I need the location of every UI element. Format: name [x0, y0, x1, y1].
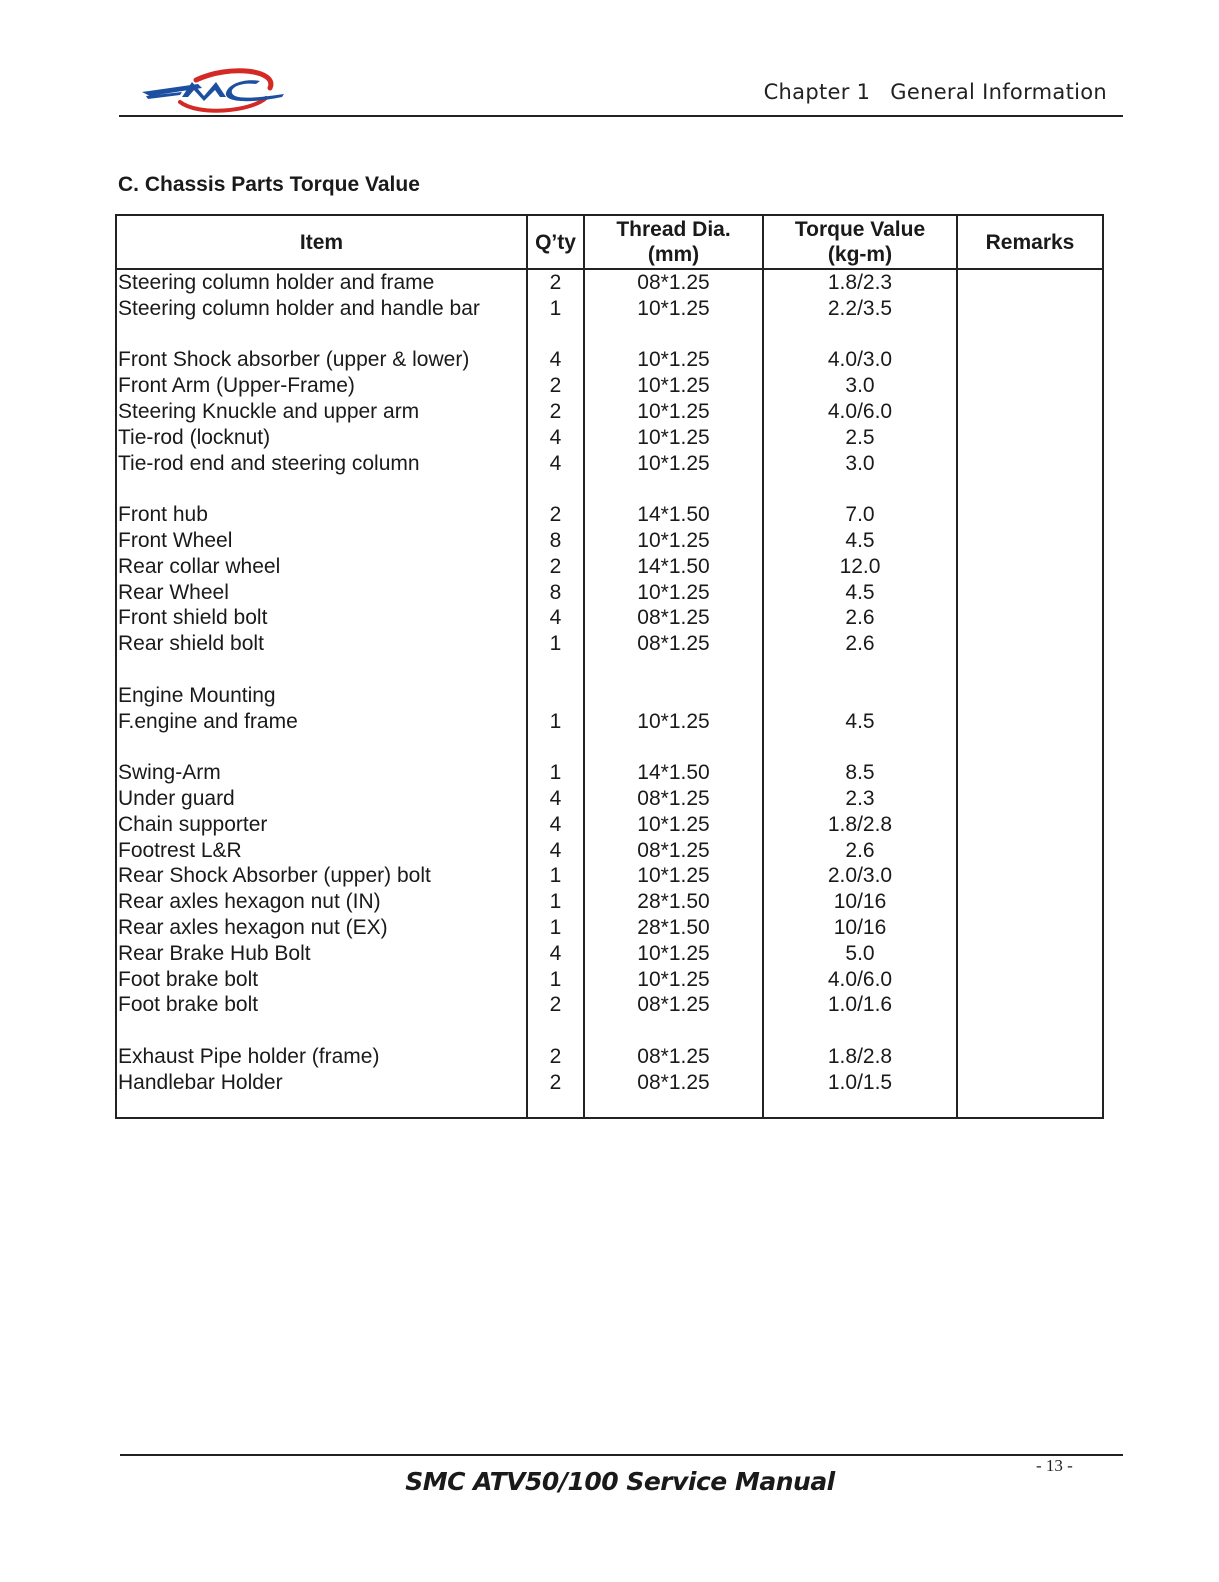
row-qty: 2 — [549, 1070, 562, 1094]
row-qty: 4 — [549, 451, 562, 475]
row-torque: 3.0 — [845, 451, 875, 475]
row-item: Steering column holder and frame — [118, 271, 435, 294]
row-qty: 1 — [549, 632, 562, 656]
row-torque: 1.8/2.8 — [827, 1044, 893, 1068]
row-item: Under guard — [118, 786, 235, 810]
row-thread: 10*1.25 — [637, 451, 710, 475]
row-qty: 2 — [549, 1044, 562, 1068]
row-qty: 4 — [549, 786, 562, 810]
row-thread: 08*1.25 — [637, 1044, 710, 1068]
row-thread: 10*1.25 — [637, 399, 710, 423]
row-item: Front hub — [118, 503, 208, 527]
row-torque: 4.5 — [845, 528, 875, 552]
row-torque: 12.0 — [839, 554, 881, 578]
row-torque: 1.8/2.3 — [827, 271, 893, 294]
row-item: Tie-rod end and steering column — [118, 451, 420, 475]
row-thread: 08*1.25 — [637, 606, 710, 630]
row-thread: 10*1.25 — [637, 941, 710, 965]
row-qty: 1 — [549, 864, 562, 888]
row-item: Tie-rod (locknut) — [118, 425, 271, 449]
row-qty: 8 — [549, 580, 562, 604]
row-thread: 10*1.25 — [637, 967, 710, 991]
row-item: Front Wheel — [118, 528, 233, 552]
row-thread: 10*1.25 — [637, 709, 710, 733]
row-torque: 1.8/2.8 — [827, 812, 893, 836]
header-thread — [584, 215, 763, 269]
row-thread — [585, 657, 762, 683]
row-qty: 2 — [549, 503, 562, 527]
row-thread: 08*1.25 — [637, 993, 710, 1017]
row-torque: 5.0 — [845, 941, 875, 965]
row-qty — [528, 322, 583, 348]
row-thread: 10*1.25 — [637, 864, 710, 888]
row-qty — [528, 683, 583, 709]
row-thread — [585, 734, 762, 760]
row-qty — [528, 734, 583, 760]
row-thread — [585, 683, 762, 709]
row-torque — [764, 322, 956, 348]
row-thread: 08*1.25 — [637, 1070, 710, 1094]
row-item: Exhaust Pipe holder (frame) — [118, 1044, 380, 1068]
row-torque: 4.0/6.0 — [827, 399, 893, 423]
row-torque: 1.0/1.5 — [827, 1070, 893, 1094]
header-torque — [763, 215, 957, 269]
row-thread — [585, 1018, 762, 1044]
row-qty: 8 — [549, 528, 562, 552]
row-qty: 1 — [549, 915, 562, 939]
row-thread: 14*1.50 — [637, 503, 710, 527]
row-item: Rear axles hexagon nut (EX) — [118, 915, 388, 939]
row-item: Handlebar Holder — [118, 1070, 283, 1094]
row-thread: 10*1.25 — [637, 374, 710, 398]
chapter-number: Chapter 1 — [763, 80, 871, 104]
table-header-row — [116, 215, 1103, 269]
chapter-title: General Information — [890, 80, 1107, 104]
row-thread — [585, 476, 762, 502]
row-item: Front Shock absorber (upper & lower) — [118, 348, 470, 372]
row-item: Rear shield bolt — [118, 632, 264, 656]
row-thread: 10*1.25 — [637, 425, 710, 449]
row-torque — [764, 734, 956, 760]
row-torque: 2.5 — [845, 425, 875, 449]
row-torque: 4.0/3.0 — [827, 348, 893, 372]
torque-column — [763, 269, 957, 1118]
section-title: C. Chassis Parts Torque Value — [118, 173, 420, 196]
row-qty: 4 — [549, 812, 562, 836]
row-item: Rear collar wheel — [118, 554, 281, 578]
row-thread: 08*1.25 — [637, 271, 710, 294]
row-thread: 10*1.25 — [637, 580, 710, 604]
row-qty: 2 — [549, 993, 562, 1017]
row-item — [117, 657, 526, 683]
row-item: Front Arm (Upper-Frame) — [118, 374, 355, 398]
row-thread: 28*1.50 — [637, 890, 710, 914]
row-qty — [528, 657, 583, 683]
row-thread: 08*1.25 — [637, 786, 710, 810]
row-torque: 8.5 — [845, 761, 875, 785]
footer-rule — [120, 1454, 1123, 1456]
row-torque: 2.0/3.0 — [827, 864, 893, 888]
row-qty: 2 — [549, 374, 562, 398]
row-qty: 2 — [549, 554, 562, 578]
row-qty — [528, 476, 583, 502]
row-item: Engine Mounting — [118, 683, 276, 707]
header-qty: Q’ty — [527, 215, 584, 269]
row-qty: 2 — [549, 271, 562, 294]
row-item: Rear Brake Hub Bolt — [118, 941, 311, 965]
remarks-column — [957, 269, 1103, 1118]
row-thread: 14*1.50 — [637, 554, 710, 578]
smc-logo — [138, 66, 290, 116]
row-torque — [764, 1018, 956, 1044]
row-item: Steering Knuckle and upper arm — [118, 399, 420, 423]
header-remarks: Remarks — [957, 215, 1103, 269]
row-torque: 1.0/1.6 — [827, 993, 893, 1017]
row-item: Rear Shock Absorber (upper) bolt — [118, 864, 431, 888]
row-thread: 08*1.25 — [637, 632, 710, 656]
row-item: Footrest L&R — [118, 838, 242, 862]
row-qty: 1 — [549, 967, 562, 991]
header-thread-line2: (mm) — [647, 243, 700, 266]
row-thread: 28*1.50 — [637, 915, 710, 939]
row-torque: 2.6 — [845, 838, 875, 862]
row-torque: 4.0/6.0 — [827, 967, 893, 991]
header-thread-line1: Thread Dia. — [616, 218, 731, 241]
row-torque: 2.3 — [845, 786, 875, 810]
qty-column — [527, 269, 584, 1118]
row-torque: 10/16 — [833, 890, 887, 914]
row-item: Steering column holder and handle bar — [118, 296, 480, 320]
header-torque-line1: Torque Value — [794, 218, 926, 241]
row-item: Front shield bolt — [118, 606, 268, 630]
row-qty: 1 — [549, 761, 562, 785]
row-item: Foot brake bolt — [118, 993, 259, 1017]
row-torque — [764, 683, 956, 709]
row-item: Swing-Arm — [118, 761, 221, 785]
row-thread: 10*1.25 — [637, 296, 710, 320]
row-item — [117, 322, 526, 348]
row-torque: 4.5 — [845, 580, 875, 604]
page-number: - 13 - — [1036, 1456, 1073, 1475]
row-torque — [764, 657, 956, 683]
row-qty: 1 — [549, 890, 562, 914]
row-item — [117, 476, 526, 502]
thread-column — [584, 269, 763, 1118]
row-qty: 4 — [549, 348, 562, 372]
row-qty: 1 — [549, 709, 562, 733]
row-torque: 3.0 — [845, 374, 875, 398]
row-qty: 4 — [549, 838, 562, 862]
row-thread: 10*1.25 — [637, 528, 710, 552]
header-item: Item — [116, 215, 527, 269]
row-torque: 2.6 — [845, 606, 875, 630]
row-torque: 4.5 — [845, 709, 875, 733]
row-qty — [528, 1018, 583, 1044]
item-column — [116, 269, 527, 1118]
header-torque-line2: (kg-m) — [827, 243, 893, 266]
row-qty: 4 — [549, 941, 562, 965]
row-item: Chain supporter — [118, 812, 268, 836]
header-rule — [119, 115, 1123, 117]
row-torque: 10/16 — [833, 915, 887, 939]
row-thread — [585, 322, 762, 348]
row-qty: 4 — [549, 425, 562, 449]
row-torque: 2.2/3.5 — [827, 296, 893, 320]
row-qty: 4 — [549, 606, 562, 630]
row-item: Rear Wheel — [118, 580, 229, 604]
row-torque: 2.6 — [845, 632, 875, 656]
row-torque: 7.0 — [845, 503, 875, 527]
chapter-heading — [764, 80, 1107, 104]
row-thread: 14*1.50 — [637, 761, 710, 785]
table-body-row — [116, 269, 1103, 1118]
row-item — [117, 734, 526, 760]
row-item: F.engine and frame — [118, 709, 298, 733]
row-thread: 10*1.25 — [637, 812, 710, 836]
row-torque — [764, 476, 956, 502]
row-item — [117, 1018, 526, 1044]
manual-title: SMC ATV50/100 Service Manual — [405, 1467, 835, 1496]
torque-table — [115, 214, 1104, 1119]
row-qty: 2 — [549, 399, 562, 423]
row-thread: 08*1.25 — [637, 838, 710, 862]
row-item: Rear axles hexagon nut (IN) — [118, 890, 381, 914]
row-qty: 1 — [549, 296, 562, 320]
row-item: Foot brake bolt — [118, 967, 259, 991]
row-thread: 10*1.25 — [637, 348, 710, 372]
